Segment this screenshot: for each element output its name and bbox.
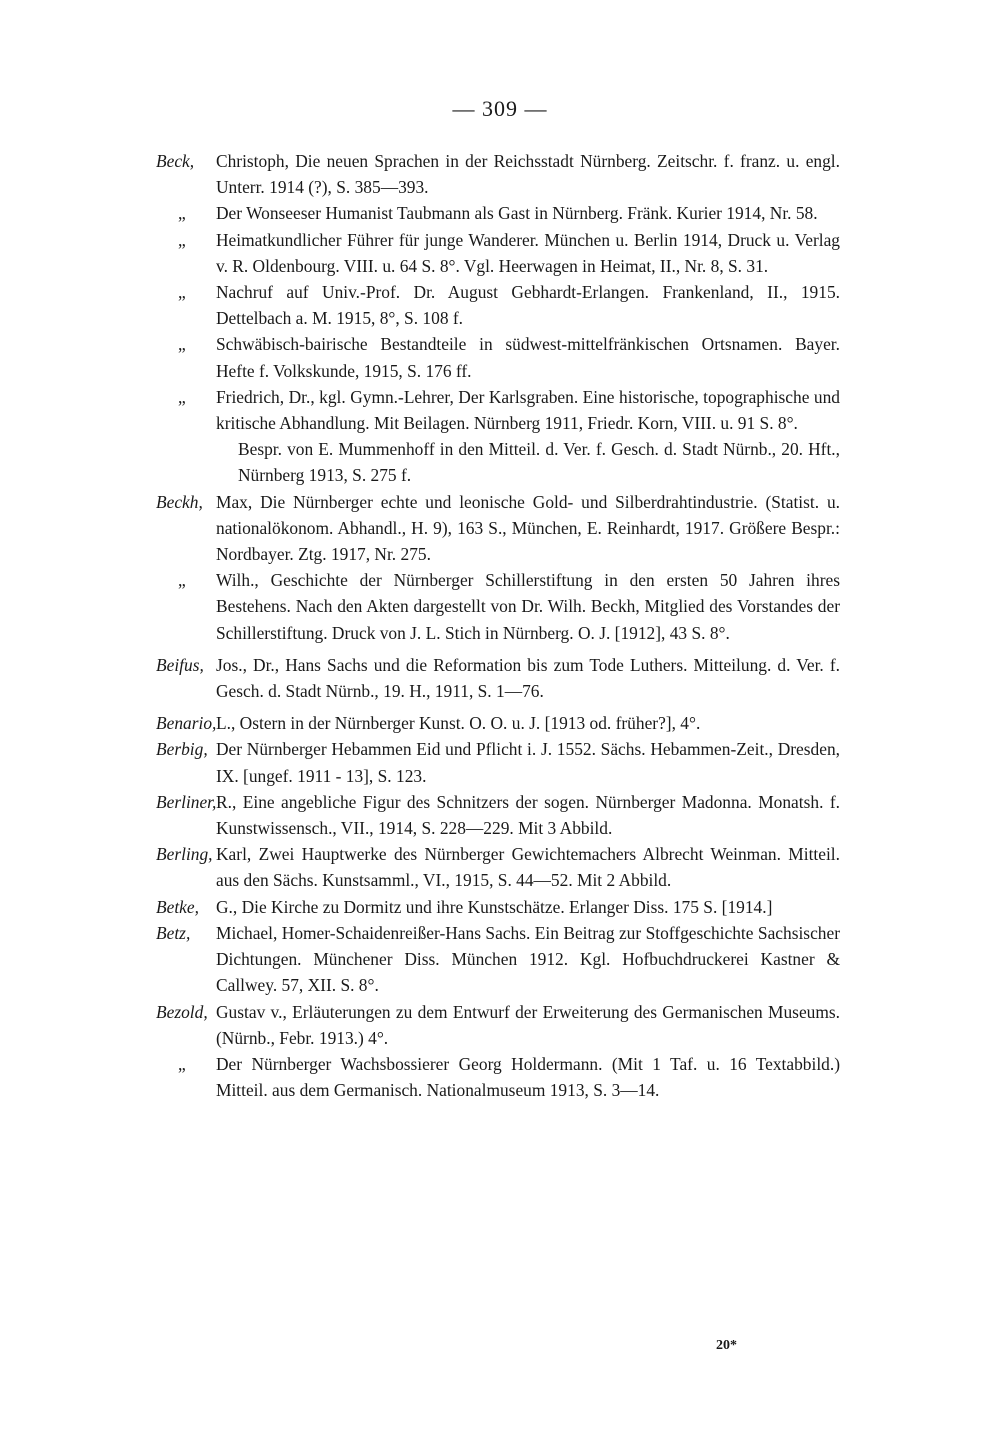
entry-text: Karl, Zwei Hauptwerke des Nürnberger Gewichtemachers Albrecht Weinman. Mitteil. aus den Sächs. Kunstsamml., VI., 1915, S. 44—52. Mit 2 Abbild. <box>216 844 840 891</box>
entry-author: Betz, <box>156 922 191 943</box>
ditto-mark: „ <box>178 334 186 355</box>
bibliography-entry <box>156 148 840 200</box>
entry-text: Der Wonseeser Humanist Taubmann als Gast in Nürnberg. Fränk. Kurier 1914, Nr. 58. <box>216 203 818 224</box>
entry-author: Beckh, <box>156 491 203 512</box>
entry-text: Nachruf auf Univ.-Prof. Dr. August Gebhardt-Erlangen. Frankenland, II., 1915. Dettelbach a. M. 1915, 8°, S. 108 f. <box>216 282 840 329</box>
entry-author: Berbig, <box>156 739 208 760</box>
sheet-signature: 20* <box>716 1338 737 1353</box>
bibliography-entry <box>156 227 840 279</box>
entry-author: Benario, <box>156 713 217 734</box>
entry-text: Der Nürnberger Wachsbossierer Georg Holdermann. (Mit 1 Taf. u. 16 Textabbild.) Mitteil. aus dem Germanisch. Nationalmuseum 1913, S. 3—14. <box>216 1053 840 1101</box>
entry-text: L., Ostern in der Nürnberger Kunst. O. O. u. J. [1913 od. früher?], 4°. <box>216 713 701 734</box>
bibliography-entry <box>156 894 840 920</box>
bibliography-entry <box>156 489 840 568</box>
entry-author: Beifus, <box>156 654 204 675</box>
bibliography-entry <box>156 1051 840 1103</box>
bibliography-entry <box>156 789 840 841</box>
bibliography-entry <box>156 200 840 226</box>
entry-text: Wilh., Geschichte der Nürnberger Schillerstiftung in den ersten 50 Jahren ihres Bestehens. Nach den Akten dargestellt von Dr. Wilh. Beckh, Mitglied des Vorstandes der Schillerstiftung. Druck von J. L. Stich in Nürnberg. O. J. [1912], 43 S. 8°. <box>216 570 840 643</box>
bibliography-entry <box>156 384 840 489</box>
entry-text: R., Eine angebliche Figur des Schnitzers der sogen. Nürnberger Madonna. Monatsh. f. Kunstwissensch., VII., 1914, S. 228—229. Mit 3 Abbild. <box>216 791 840 839</box>
entry-text: Michael, Homer-Schaidenreißer-Hans Sachs. Ein Beitrag zur Stoffgeschichte Sachsischer Dichtungen. Münchener Diss. München 1912. Kgl. Hofbuchdruckerei Kastner & Callwey. 57, XII. S. 8°. <box>216 922 840 996</box>
entry-author: Berling, <box>156 844 213 865</box>
bibliography-entry <box>156 841 840 893</box>
ditto-mark: „ <box>178 203 186 224</box>
entry-text: Schwäbisch-bairische Bestandteile in südwest-mittelfränkischen Ortsnamen. Bayer. Hefte f. Volkskunde, 1915, S. 176 ff. <box>216 334 840 381</box>
page-number: — 309 — <box>452 96 548 121</box>
entry-text: Jos., Dr., Hans Sachs und die Reformation bis zum Tode Luthers. Mitteilung. d. Ver. f. Gesch. d. Stadt Nürnb., 19. H., 1911, S. 1—76. <box>216 654 840 702</box>
entry-text: G., Die Kirche zu Dormitz und ihre Kunstschätze. Erlanger Diss. 175 S. [1914.] <box>216 896 773 917</box>
entry-text: Christoph, Die neuen Sprachen in der Reichsstadt Nürnberg. Zeitschr. f. franz. u. engl. Unterr. 1914 (?), S. 385—393. <box>216 151 840 198</box>
entry-author: Berliner, <box>156 791 217 812</box>
entry-author: Bezold, <box>156 1001 208 1022</box>
ditto-mark: „ <box>178 570 186 591</box>
entry-text: Max, Die Nürnberger echte und leonische Gold- und Silberdrahtindustrie. (Statist. u. nationalökonom. Abhandl., H. 9), 163 S., München, E. Reinhardt, 1917. Größere Bespr.: Nordbayer. Ztg. 1917, Nr. 275. <box>216 491 840 565</box>
ditto-mark: „ <box>178 386 186 407</box>
bibliography-entry <box>156 279 840 331</box>
bibliography-entry <box>156 710 840 736</box>
entry-author: Betke, <box>156 896 199 917</box>
entry-text: Friedrich, Dr., kgl. Gymn.-Lehrer, Der Karlsgraben. Eine historische, topographische und kritische Abhandlung. Mit Beilagen. Nürnberg 1911, Friedr. Korn, VIII. u. 91 S. 8°. <box>216 386 840 434</box>
entry-review-note: Bespr. von E. Mummenhoff in den Mitteil. d. Ver. f. Gesch. d. Stadt Nürnb., 20. Hft., Nürnberg 1913, S. 275 f. <box>238 439 840 486</box>
entry-text: Gustav v., Erläuterungen zu dem Entwurf der Erweiterung des Germanischen Museums. (Nürnb., Febr. 1913.) 4°. <box>216 1001 840 1048</box>
bibliography-entry <box>156 920 840 999</box>
ditto-mark: „ <box>178 229 186 250</box>
bibliography-list <box>156 148 840 1103</box>
bibliography-entry <box>156 331 840 383</box>
ditto-mark: „ <box>178 1053 186 1074</box>
bibliography-entry <box>156 736 840 788</box>
bibliography-entry <box>156 567 840 646</box>
entry-text: Der Nürnberger Hebammen Eid und Pflicht i. J. 1552. Sächs. Hebammen-Zeit., Dresden, IX. [ungef. 1911 - 13], S. 123. <box>216 739 840 786</box>
ditto-mark: „ <box>178 282 186 303</box>
entry-text: Heimatkundlicher Führer für junge Wanderer. München u. Berlin 1914, Druck u. Verlag v. R. Oldenbourg. VIII. u. 64 S. 8°. Vgl. Heerwagen in Heimat, II., Nr. 8, S. 31. <box>216 229 840 276</box>
entry-author: Beck, <box>156 151 195 171</box>
bibliography-entry <box>156 999 840 1051</box>
bibliography-entry <box>156 652 840 704</box>
